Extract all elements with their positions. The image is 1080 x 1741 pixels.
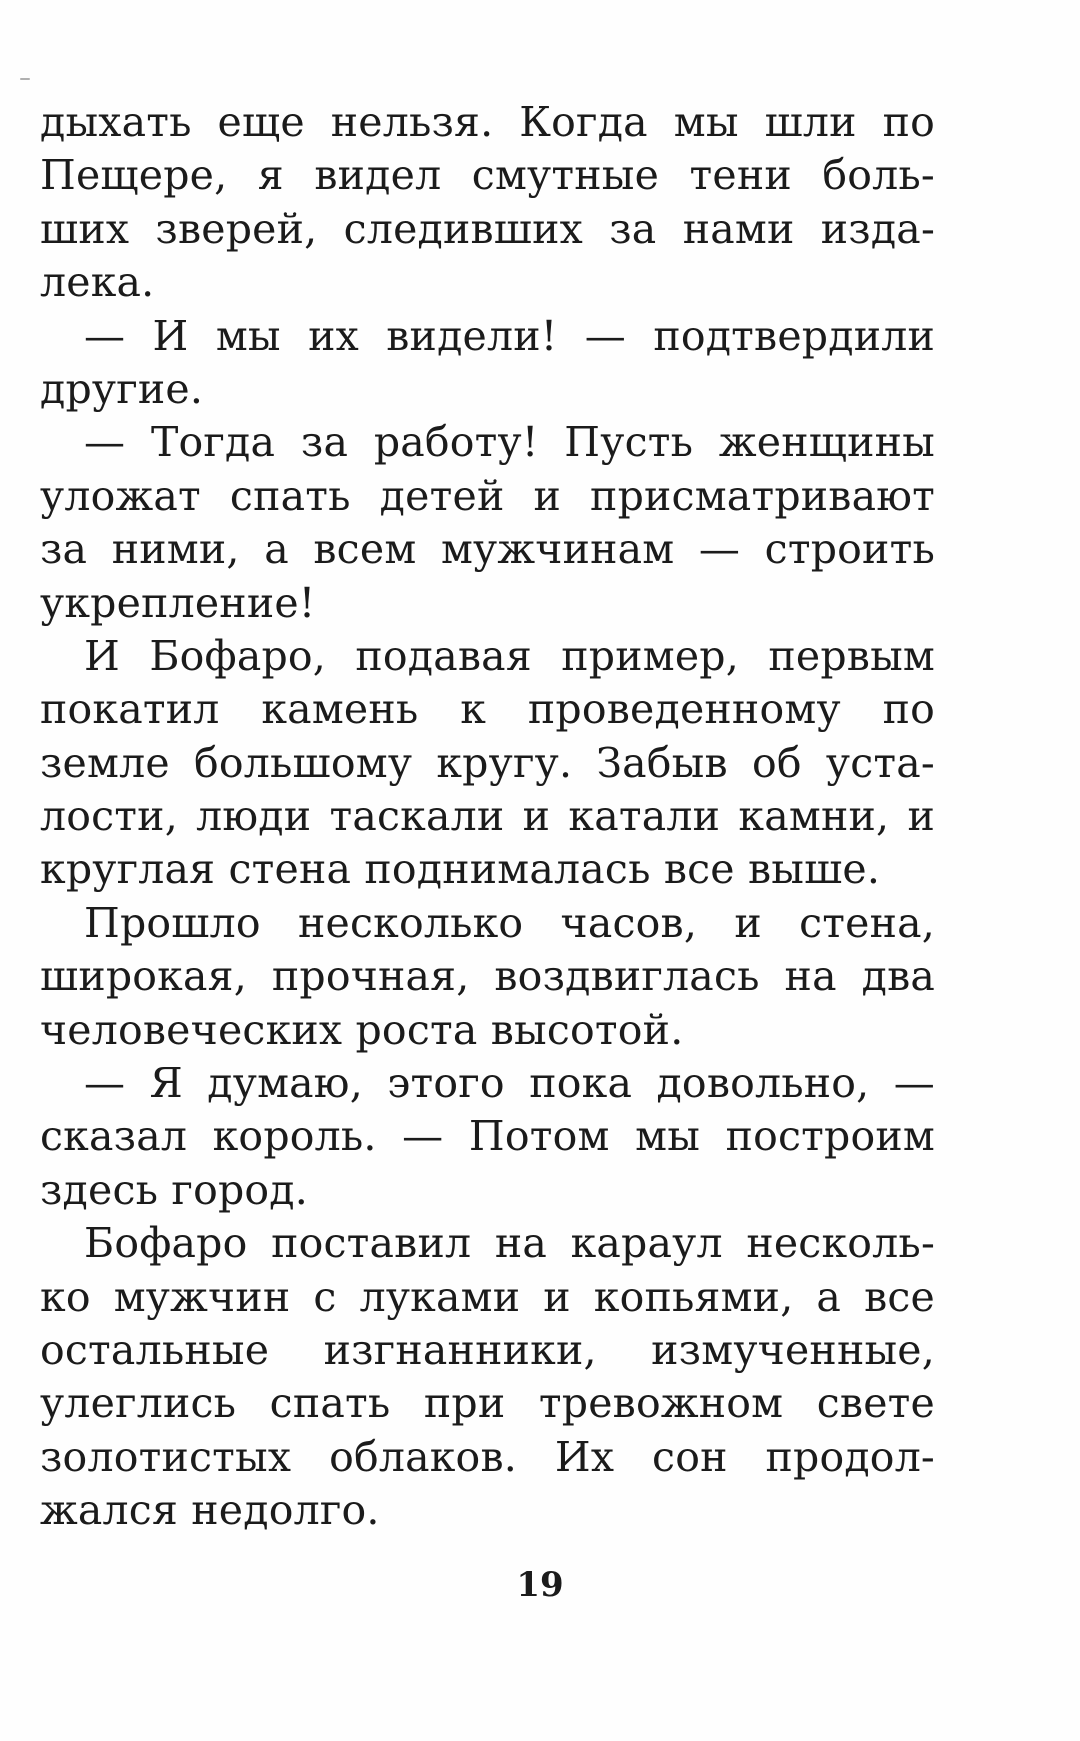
text-line: покатил камень к проведенному по: [40, 685, 935, 734]
text-line: лека.: [40, 258, 155, 307]
text-line: улеглись спать при тревожном свете: [40, 1379, 935, 1428]
text-line: Бофаро поставил на караул несколь-: [84, 1219, 935, 1268]
body-text: [40, 96, 935, 1538]
text-line: дыхать еще нельзя. Когда мы шли по: [40, 98, 935, 146]
text-line: здесь город.: [40, 1165, 308, 1214]
text-line: уложат спать детей и присматривают: [40, 471, 935, 520]
text-line: Прошло несколько часов, и стена,: [84, 898, 935, 947]
text-line: — Тогда за работу! Пусть женщины: [84, 418, 935, 467]
text-line: — И мы их видели! — подтвердили: [84, 311, 935, 360]
text-line: широкая, прочная, воздвиглась на два: [40, 952, 935, 1001]
text-line: — Я думаю, этого пока довольно, —: [84, 1059, 935, 1108]
page-number: 19: [516, 1565, 564, 1605]
text-line: земле большому кругу. Забыв об уста-: [40, 738, 935, 787]
scan-speck: [20, 78, 30, 80]
text-line: жался недолго.: [40, 1486, 380, 1535]
text-line: другие.: [40, 364, 204, 413]
text-line: укрепление!: [40, 578, 316, 627]
text-line: за ними, а всем мужчинам — строить: [40, 525, 935, 574]
text-line: И Бофаро, подавая пример, первым: [84, 631, 935, 680]
text-line: лости, люди таскали и катали камни, и: [40, 792, 935, 841]
text-line: Пещере, я видел смутные тени боль-: [40, 151, 935, 200]
text-line: остальные изгнанники, измученные,: [40, 1325, 935, 1374]
text-line: круглая стена поднималась все выше.: [40, 845, 881, 894]
text-line: ко мужчин с луками и копьями, а все: [40, 1272, 935, 1321]
text-line: человеческих роста высотой.: [40, 1005, 684, 1054]
text-line: сказал король. — Потом мы построим: [40, 1112, 935, 1161]
text-line: ших зверей, следивших за нами изда-: [40, 204, 935, 253]
text-line: золотистых облаков. Их сон продол-: [40, 1432, 935, 1481]
